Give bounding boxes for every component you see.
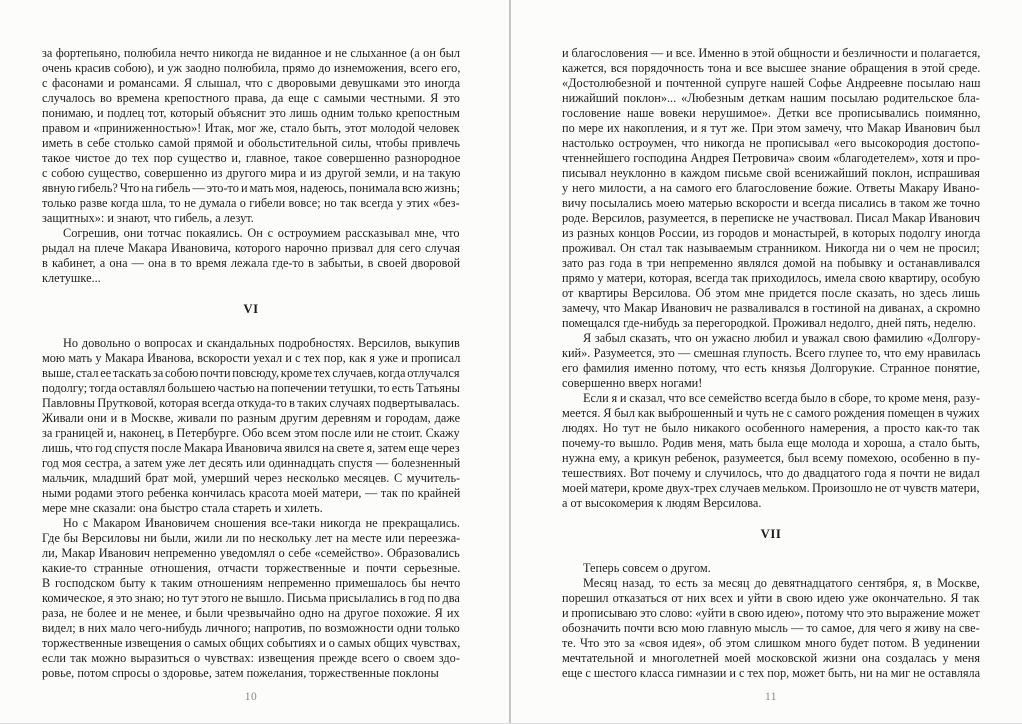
text-line: кажется, вся порядочность тона и все высшее знание обращения в этой среде. (562, 61, 981, 75)
text-line: от квартиры Версилова. Об этом мне придется после сказать, но здесь лишь (562, 286, 980, 300)
text-line: мере мне сказали: она быстро стала стареть и хилеть. (42, 501, 323, 515)
text-line: а от высокомерия к людям Версилова. (562, 496, 762, 510)
text-line: помещался где-нибудь за перегородкой. Проживал недолго, дней пять, неделю. (562, 316, 976, 330)
text-line: по мере их накопления, и я тут же. При этом замечу, что Макар Иванович был (562, 121, 981, 135)
text-line: год моя сестра, а затем уже лет десять или одиннадцать спустя — болезненный (42, 456, 461, 470)
text-line: «Достолюбезной и почтенной супруге нашей Софье Андреевне посылаю наш (562, 76, 981, 90)
text-line: видел; в них мало чего-нибудь личного; напротив, по возможности одни только (42, 621, 460, 635)
text-line: какие-то странные отношения, отчасти торжественные и почти серьезные. (42, 561, 461, 575)
text-line: его фамилия именно потому, что есть князья Долгорукие. Странное понятие, (562, 361, 981, 375)
text-line: выше, стал ее таскать за собою почти повсюду, кроме тех случаев, когда отлучался (42, 366, 460, 380)
text-line: за границей и, наконец, в Петербурге. Обо всем этом после или не стоит. Скажу (42, 426, 460, 440)
text-line: Я забыл сказать, что он ужасно любил и уважал свою фамилию «Долгору- (583, 331, 981, 345)
text-line: подолгу; тогда оставлял большею частью на попечении тетушки, то есть Татьяны (42, 381, 460, 395)
text-line: Где бы Версиловы ни были, жили ли по нескольку лет на месте или переезжа- (42, 531, 461, 545)
text-line: с собою существо, совершенно из другого мира и из другой земли, и на такую (42, 166, 461, 180)
page-left-text (42, 46, 460, 681)
text-line: очень красив собою), и уж заодно полюбила, прямо до изнеможения, всего его, (42, 61, 461, 75)
text-line: обозначить почти всю мою главную мысль — то самое, для чего я живу на све- (562, 621, 980, 635)
text-line: лишь, что год спустя после Макара Ивановича явился на свете я, затем еще через (42, 441, 460, 455)
text-line: такое чистое до тех пор существо и, главное, такое совершенно разнородное (42, 151, 461, 165)
text-line: мальчик, младший брат мой, умерший через несколько месяцев. С мучитель- (42, 471, 461, 485)
text-line: комическое, я это знаю; но тут этого не вышло. Письма присылались в год по два (42, 591, 460, 605)
text-line: у него милости, а на самого его благословение божие. Ответы Макару Ивано- (562, 181, 980, 195)
text-line: чтеннейшего господина Андрея Петровича» своим «благодетелем», хотя и про- (562, 151, 981, 165)
text-line: меется. Я был как выброшенный и чуть не с самого рождения помещен в чужих (562, 406, 980, 420)
text-line: Теперь совсем о другом. (583, 561, 711, 575)
text-line: с фасонами и романсами. Я слышал, что с дворовыми девушками это иногда (42, 76, 461, 90)
text-line: рыдал на плече Макара Ивановича, которого нарочно призвал для сего случая (42, 241, 461, 255)
text-line: Если я и сказал, что все семейство всегда было в сборе, то кроме меня, разу- (583, 391, 981, 405)
text-line: писывал неуклонно в каждом письме свой всенижайший поклон, испрашивая (562, 166, 980, 180)
text-line: Но с Макаром Ивановичем сношения все-таки никогда не прекращались. (63, 516, 460, 530)
text-line: ровье, потом спросы о здоровье, затем пожелания, торжественные поклоны (42, 666, 439, 680)
text-line: людях. Но тут не было никакого особенного намерения, а просто как-то так (562, 421, 980, 435)
text-line: настолько остроумен, что никогда не прописывал «его высокородия достопо- (562, 136, 980, 150)
text-line: Павловны Прутковой, которая всегда откуда-то в таких случаях подвертывалась. (42, 396, 460, 410)
text-line: за фортепьяно, полюбила нечто никогда не виданное и не слыханное (а он был (42, 46, 461, 60)
text-line: нижайший поклон»... «Любезным деткам нашим посылаю родительское бла- (562, 91, 980, 105)
text-line: правом и «приниженностью»! Итак, мог же, стало быть, этот молодой человек (42, 121, 460, 135)
text-line: только разве когда шла, то не думала о гибели вовсе; но так всегда у этих «без- (42, 196, 460, 210)
text-line: еще с шестого класса гимназии и с тех пор, может быть, ни на миг не оставляла (562, 666, 981, 680)
text-line: кий». Разумеется, это — смешная глупость. Всего глупее то, что ему нравилась (562, 346, 981, 360)
text-line: нужна ему, а крикун ребенок, разумеется, был всему помехою, особенно в пу- (562, 451, 980, 465)
text-line: моей матери, кроме двух-трех случаев мельком. Произошло не от чувств матери, (562, 481, 980, 495)
page-right (562, 0, 980, 724)
page-right-number: 11 (764, 691, 778, 703)
text-line: защитных»: и знают, что гибель, а лезут. (42, 211, 254, 225)
text-line: Согрешив, они тотчас покаялись. Он с остроумием рассказывал мне, что (63, 226, 460, 240)
page-right-text (562, 46, 980, 681)
text-line: тешествиях. Вот почему и случилось, что до двадцатого года я почти не видал (562, 466, 980, 480)
text-line: в кабинет, а она — она в то время лежала где-то в забытьи, в своей дворовой (42, 256, 461, 270)
text-line: Месяц назад, то есть за месяц до девятнадцатого сентября, я, в Москве, (583, 576, 980, 590)
text-line: понимаю, и подлец тот, который объяснит это лишь одним только крепостным (42, 106, 460, 120)
text-line: если так можно выразиться о чувствах: извещения прежде всего о своем здо- (42, 651, 460, 665)
text-line: иметь в себе столько самой прямой и обольстительной силы, чтобы привлечь (42, 136, 460, 150)
text-line: явную гибель? Что на гибель — это-то и мать моя, надеюсь, понимала всю жизнь; (42, 181, 460, 195)
page-left (42, 0, 460, 724)
text-line: зато раз года в три непременно являлся домой на побывку и останавливался (562, 256, 981, 270)
text-line: клетушке... (42, 271, 101, 285)
text-line: порешил отказаться от них всех и уйти в свою идею уже окончательно. Я так (562, 591, 980, 605)
text-line: совершенно вверх ногами! (562, 376, 703, 390)
text-line: гословение наше вовеки нерушимое». Детки все прописывались поимянно, (562, 106, 981, 120)
text-line: и прописываю это слово: «уйти в свою идею», потому что это выражение может (562, 606, 980, 620)
text-line: случалось во времена крепостного права, да еще с самыми честными. Я это (42, 91, 460, 105)
text-line: торжественные извещения о самых общих событиях и о самых общих чувствах, (42, 636, 461, 650)
text-line: мою мать у Макара Иванова, вскорости уехал и с тех пор, как я уже и прописал (42, 351, 461, 365)
text-line: В господском быту к таким отношениям непременно примешалось бы нечто (42, 576, 461, 590)
text-line: и благословения — и все. Именно в этой общности и безличности и полагается, (562, 46, 981, 60)
text-line: ли, Макар Иванович непременно уведомлял о себе «семейство». Образовались (42, 546, 460, 560)
text-line: роде. Версилов, разумеется, в переписке не участвовал. Писал Макар Иванович (562, 211, 981, 225)
text-line: замечу, что Макар Иванович не разваливался в гостиной на диванах, а скромно (562, 301, 981, 315)
page-gutter-divider (509, 0, 511, 724)
text-line: вичу посылались моею матерью вскорости и всегда писались в таком же точно (562, 196, 981, 210)
text-line: Живали они и в Москве, живали по разным другим деревням и городам, даже (42, 411, 461, 425)
section-heading: VI (243, 302, 259, 316)
section-heading: VII (760, 527, 782, 541)
text-line: почему-то вышло. Родив меня, мать была еще молода и хороша, а стало быть, (562, 436, 981, 450)
text-line: раза, не более и не менее, и были чрезвычайно одно на другое похожие. Я их (42, 606, 460, 620)
text-line: из разных концов России, из городов и монастырей, в которых подолгу иногда (562, 226, 981, 240)
text-line: те. Что это за «своя идея», об этом слишком много будет потом. В уединении (562, 636, 980, 650)
text-line: прямо у матери, которая, всегда так приходилось, имела свою квартиру, особую (562, 271, 981, 285)
text-line: ными родами этого ребенка кончилась красота моей матери, — так по крайней (42, 486, 461, 500)
text-line: мечтательной и многолетней моей московской жизни она создалась у меня (562, 651, 980, 665)
text-line: Но довольно о вопросах и скандальных подробностях. Версилов, выкупив (63, 336, 460, 350)
text-line: проживал. Он стал так называемым странником. Никогда ни о чем не просил; (562, 241, 980, 255)
page-left-number: 10 (244, 691, 258, 703)
